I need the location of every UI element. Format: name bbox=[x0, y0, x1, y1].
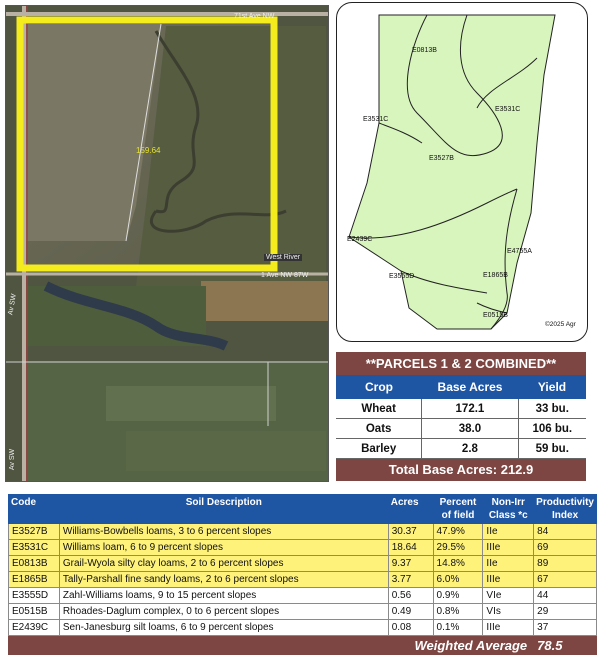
class-cell: IIe bbox=[483, 524, 534, 540]
percent-cell: 29.5% bbox=[433, 540, 483, 556]
soil-label-e1865b: E1865B bbox=[483, 272, 508, 279]
class-cell: VIs bbox=[483, 604, 534, 620]
header-base-acres: Base Acres bbox=[437, 380, 503, 394]
soil-description-cell: Grail-Wyola silty clay loams, 2 to 6 percent slopes bbox=[59, 556, 388, 572]
productivity-cell: 89 bbox=[534, 556, 597, 572]
soil-code-cell: E1865B bbox=[9, 572, 60, 588]
percent-cell: 0.9% bbox=[433, 588, 483, 604]
table-row bbox=[9, 572, 597, 588]
productivity-cell: 29 bbox=[534, 604, 597, 620]
acres-cell: 0.49 bbox=[388, 604, 433, 620]
soil-code-cell: E3527B bbox=[9, 524, 60, 540]
table-row bbox=[336, 419, 586, 439]
yield-cell: 106 bu. bbox=[518, 419, 586, 438]
percent-cell: 47.9% bbox=[433, 524, 483, 540]
soil-description-cell: Williams-Bowbells loams, 3 to 6 percent slopes bbox=[59, 524, 388, 540]
header-yield: Yield bbox=[537, 380, 567, 394]
class-cell: IIIe bbox=[483, 540, 534, 556]
yield-cell: 59 bu. bbox=[518, 439, 586, 458]
crop-cell: Wheat bbox=[361, 402, 396, 415]
header-acres: Acres bbox=[388, 495, 433, 524]
table-row bbox=[9, 556, 597, 572]
weighted-average-row bbox=[9, 636, 597, 655]
road-label-left: Av SW bbox=[7, 293, 18, 316]
productivity-cell: 67 bbox=[534, 572, 597, 588]
header-percent-of-field: Percent of field bbox=[433, 495, 483, 524]
header-soil-description: Soil Description bbox=[59, 495, 388, 524]
road-label-left-2: Av SW bbox=[9, 448, 17, 471]
header-productivity-index: Productivity Index bbox=[534, 495, 597, 524]
soil-label-e3527b: E3527B bbox=[429, 155, 454, 162]
base-acres-table bbox=[336, 352, 586, 481]
table-row bbox=[336, 439, 586, 459]
soil-label-e4755a: E4755A bbox=[507, 248, 532, 255]
base-acres-cell: 38.0 bbox=[421, 419, 517, 438]
soil-description-cell: Sen-Janesburg silt loams, 6 to 9 percent slopes bbox=[59, 620, 388, 636]
soil-description-cell: Williams loam, 6 to 9 percent slopes bbox=[59, 540, 388, 556]
weighted-average-label: Weighted Average bbox=[9, 636, 534, 655]
parcel-acres-label: 159.64 bbox=[136, 146, 161, 155]
acres-cell: 0.08 bbox=[388, 620, 433, 636]
soil-map bbox=[336, 2, 588, 342]
base-acres-cell: 172.1 bbox=[421, 399, 517, 418]
soil-label-e2439c: E2439C bbox=[347, 236, 373, 243]
productivity-cell: 44 bbox=[534, 588, 597, 604]
soil-label-e3531c-right: E3531C bbox=[495, 106, 521, 113]
percent-cell: 6.0% bbox=[433, 572, 483, 588]
header-crop: Crop bbox=[365, 380, 393, 394]
aerial-imagery bbox=[6, 6, 328, 481]
soil-description-cell: Zahl-Williams loams, 9 to 15 percent slopes bbox=[59, 588, 388, 604]
soil-description-cell: Rhoades-Daglum complex, 0 to 6 percent slopes bbox=[59, 604, 388, 620]
total-base-acres: Total Base Acres: 212.9 bbox=[336, 459, 586, 481]
copyright-label: ©2025 Agr bbox=[545, 321, 576, 328]
soil-code-cell: E3531C bbox=[9, 540, 60, 556]
acres-cell: 0.56 bbox=[388, 588, 433, 604]
soil-map-polygons bbox=[337, 3, 587, 341]
yield-cell: 33 bu. bbox=[518, 399, 586, 418]
crop-cell: Barley bbox=[361, 442, 397, 455]
aerial-photo bbox=[5, 5, 329, 482]
acres-cell: 18.64 bbox=[388, 540, 433, 556]
class-cell: VIe bbox=[483, 588, 534, 604]
header-non-irr-class: Non-Irr Class *c bbox=[483, 495, 534, 524]
crop-cell: Oats bbox=[365, 422, 392, 435]
soil-label-e0813b: E0813B bbox=[412, 47, 437, 54]
river-label: West River bbox=[266, 254, 301, 261]
table-row bbox=[9, 588, 597, 604]
road-label-mid: 1 Ave NW 87W bbox=[261, 272, 309, 279]
acres-cell: 9.37 bbox=[388, 556, 433, 572]
productivity-cell: 84 bbox=[534, 524, 597, 540]
soil-code-cell: E0813B bbox=[9, 556, 60, 572]
acres-cell: 3.77 bbox=[388, 572, 433, 588]
soil-label-e3555d: E3555D bbox=[389, 273, 415, 280]
percent-cell: 14.8% bbox=[433, 556, 483, 572]
class-cell: IIe bbox=[483, 556, 534, 572]
parcels-title: **PARCELS 1 & 2 COMBINED** bbox=[336, 352, 586, 375]
table-row bbox=[9, 604, 597, 620]
productivity-cell: 69 bbox=[534, 540, 597, 556]
table-row bbox=[9, 620, 597, 636]
soil-table bbox=[8, 494, 597, 655]
soil-label-e0515b: E0515B bbox=[483, 312, 508, 319]
class-cell: IIIe bbox=[483, 572, 534, 588]
parcels-header-row bbox=[336, 375, 586, 399]
road-label-top: 71st Ave NW bbox=[234, 13, 275, 20]
soil-label-e3531c-left: E3531C bbox=[363, 116, 389, 123]
table-row bbox=[9, 540, 597, 556]
weighted-average-value: 78.5 bbox=[534, 636, 597, 655]
header-code: Code bbox=[9, 495, 60, 524]
class-cell: IIIe bbox=[483, 620, 534, 636]
percent-cell: 0.1% bbox=[433, 620, 483, 636]
acres-cell: 30.37 bbox=[388, 524, 433, 540]
soil-code-cell: E2439C bbox=[9, 620, 60, 636]
soil-code-cell: E3555D bbox=[9, 588, 60, 604]
base-acres-cell: 2.8 bbox=[421, 439, 517, 458]
soil-table-header bbox=[9, 495, 597, 524]
soil-code-cell: E0515B bbox=[9, 604, 60, 620]
table-row bbox=[9, 524, 597, 540]
productivity-cell: 37 bbox=[534, 620, 597, 636]
soil-description-cell: Tally-Parshall fine sandy loams, 2 to 6 percent slopes bbox=[59, 572, 388, 588]
percent-cell: 0.8% bbox=[433, 604, 483, 620]
table-row bbox=[336, 399, 586, 419]
